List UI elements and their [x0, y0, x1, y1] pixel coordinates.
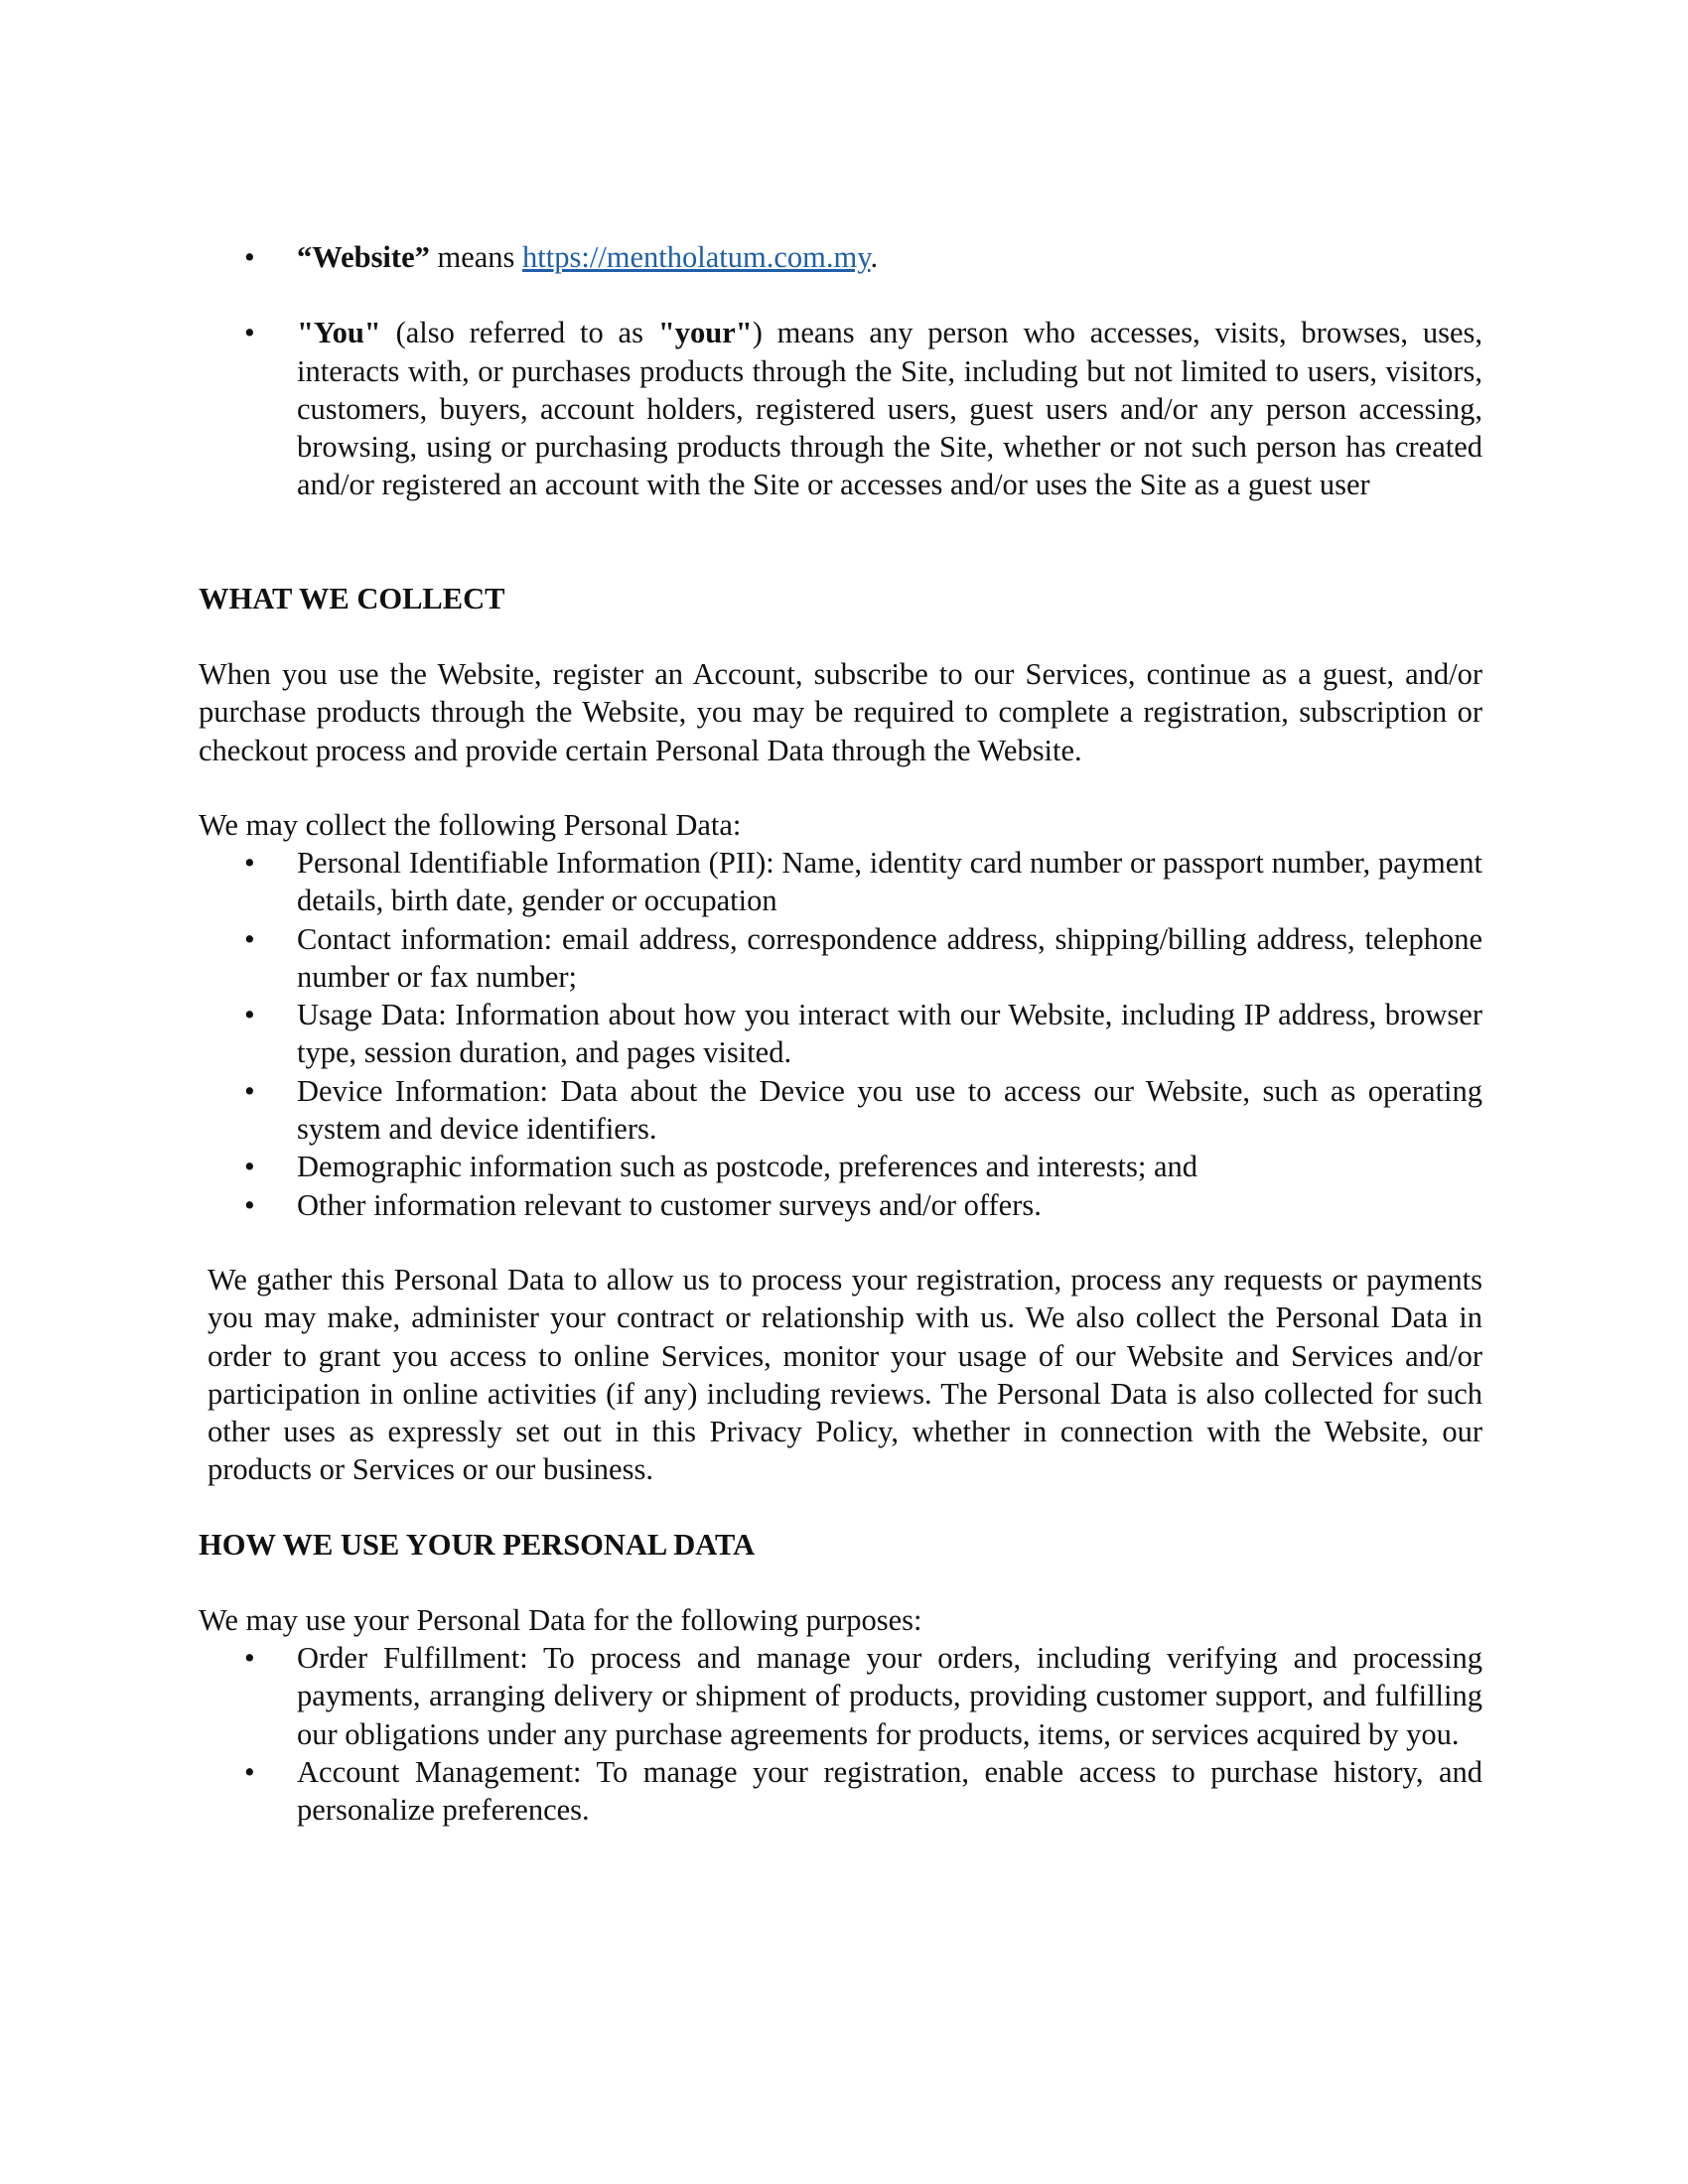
use-list: [199, 1639, 1482, 1829]
list-item: • Order Fulfillment: To process and manage your orders, including verifying and processing payments, arranging delivery or shipment of products, providing customer support, and fulfilling our obligations under any purchase agreements for products, items, or services acquired by you.: [199, 1639, 1482, 1753]
definition-text: ) means any person who accesses, visits, browses, uses, interacts with, or purchases products through the Site, including but not limited to users, visitors, customers, buyers, account holders, registered users, guest users and/or any person accessing, browsing, using or purchasing products through the Site, whether or not such person has created and/or registered an account with the Site or accesses and/or uses the Site as a guest user: [297, 316, 1482, 502]
definition-text: (also referred to as: [380, 316, 658, 350]
collect-list: [199, 844, 1482, 1224]
website-link[interactable]: https://mentholatum.com.my: [522, 240, 871, 274]
collect-intro-paragraph: When you use the Website, register an Account, subscribe to our Services, continue as a guest, and/or purchase products through the Website, you may be required to complete a registration, subscription or checkout process and provide certain Personal Data through the Website.: [199, 657, 1482, 767]
definition-term: "You": [297, 316, 381, 350]
what-we-collect-heading: WHAT WE COLLECT: [199, 582, 505, 615]
definition-website: [199, 238, 1482, 276]
list-item: • Usage Data: Information about how you interact with our Website, including IP address, browser type, session duration, and pages visited.: [199, 996, 1482, 1072]
collect-list-intro: We may collect the following Personal Data:: [199, 808, 742, 842]
collect-closing-paragraph: We gather this Personal Data to allow us to process your registration, process any requests or payments you may make, administer your contract or relationship with us. We also collect the Personal Data in order to grant you access to online Services, monitor your usage of our Website and Services and/or participation in online activities (if any) including reviews. The Personal Data is also collected for such other uses as expressly set out in this Privacy Policy, whether in connection with the Website, our products or Services or our business.: [208, 1263, 1482, 1487]
list-item: • Device Information: Data about the Device you use to access our Website, such as operating system and device identifiers.: [199, 1072, 1482, 1149]
definition-text: .: [870, 240, 879, 274]
how-we-use-heading: HOW WE USE YOUR PERSONAL DATA: [199, 1528, 756, 1562]
use-list-intro: We may use your Personal Data for the following purposes:: [199, 1603, 922, 1637]
list-item: • Contact information: email address, correspondence address, shipping/billing address, telephone number or fax number;: [199, 920, 1482, 997]
list-item: • Other information relevant to customer surveys and/or offers.: [199, 1186, 1482, 1224]
definition-text: means: [429, 240, 523, 274]
definition-you: [199, 314, 1482, 503]
definitions-list: [199, 238, 1482, 504]
list-item: • Personal Identifiable Information (PII): Name, identity card number or passport number, payment details, birth date, gender or occupation: [199, 844, 1482, 920]
definition-term: “Website”: [297, 240, 430, 274]
list-item: • Demographic information such as postcode, preferences and interests; and: [199, 1148, 1482, 1185]
definition-term: "your": [657, 316, 753, 350]
list-item: • Account Management: To manage your registration, enable access to purchase history, and personalize preferences.: [199, 1753, 1482, 1830]
